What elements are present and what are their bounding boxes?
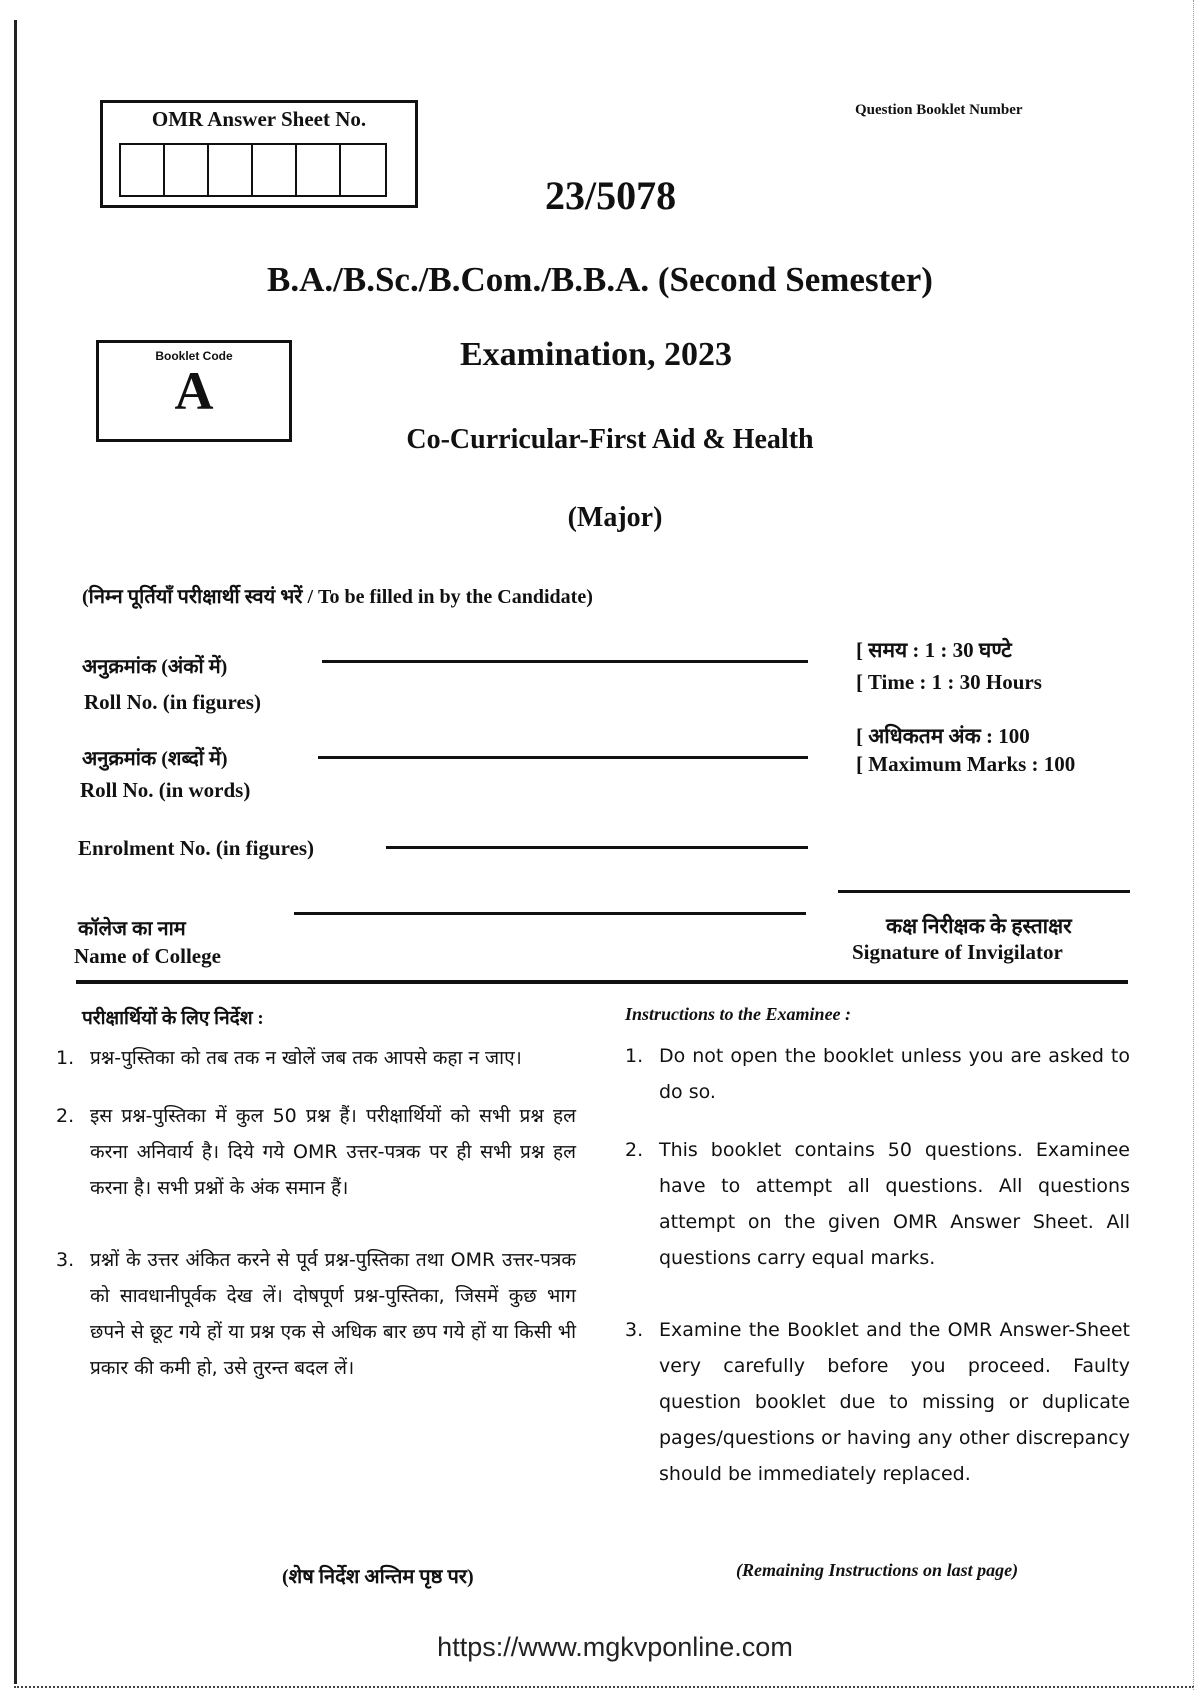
roll-figures-label-en: Roll No. (in figures) [84,690,261,714]
question-booklet-number-label: Question Booklet Number [855,102,1023,118]
instruction-item-en [625,1038,1130,1110]
course-title: B.A./B.Sc./B.Com./B.B.A. (Second Semester) [267,260,933,299]
question-booklet-number: 23/5078 [545,173,677,218]
instruction-number: 1. [625,1045,644,1067]
college-label-en: Name of College [74,944,221,968]
omr-cell [297,145,341,195]
roll-figures-field[interactable] [322,660,808,663]
instruction-number: 3. [56,1249,75,1271]
roll-words-label-en: Roll No. (in words) [80,778,251,802]
omr-cell [341,145,385,195]
max-marks-en: [ Maximum Marks : 100 [856,752,1076,776]
omr-cell [209,145,253,195]
time-en: [ Time : 1 : 30 Hours [856,670,1042,694]
max-marks-hi: [ अधिकतम अंक : 100 [856,724,1030,748]
invigilator-signature-line[interactable] [838,890,1130,893]
booklet-code-label: Booklet Code [155,349,233,363]
instruction-item-hi [56,1242,576,1386]
omr-cell [121,145,165,195]
exam-title: Examination, 2023 [460,336,733,373]
omr-label: OMR Answer Sheet No. [151,107,367,131]
instruction-text: प्रश्नों के उत्तर अंकित करने से पूर्व प्रश्न-पुस्तिका तथा OMR उत्तर-पत्रक को सावधानीपूर्वक देख लें। दोषपूर्ण प्रश्न-पुस्तिका, जिसमें कुछ भाग छपने से छूट गये हों या प्रश्न एक से अधिक बार छप गये हों या किसी भी प्रकार की कमी हो, उसे तुरन्त बदल लें। [90,1249,576,1379]
instruction-text: इस प्रश्न-पुस्तिका में कुल 50 प्रश्न हैं। परीक्षार्थियों को सभी प्रश्न हल करना अनिवार्य है। दिये गये OMR उत्तर-पत्रक पर ही सभी प्रश्न हल करना है। सभी प्रश्नों के अंक समान हैं। [90,1105,576,1199]
college-label-hi: कॉलेज का नाम [78,918,186,940]
instruction-item-hi [56,1098,576,1206]
section-divider [76,980,1128,984]
instruction-text: This booklet contains 50 questions. Examinee have to attempt all questions. All questions attempt on the given OMR Answer Sheet. All questions carry equal marks. [659,1139,1130,1269]
instruction-item-en [625,1132,1130,1276]
instructions-list-hi [56,1040,576,1408]
instruction-number: 2. [625,1139,644,1161]
invigilator-label-en: Signature of Invigilator [852,940,1063,964]
omr-cell [165,145,209,195]
booklet-code: A [174,361,214,421]
time-hi: [ समय : 1 : 30 घण्टे [856,638,1012,662]
omr-cell [253,145,297,195]
roll-words-field[interactable] [318,756,808,759]
college-field[interactable] [294,912,806,915]
instruction-text: प्रश्न-पुस्तिका को तब तक न खोलें जब तक आपसे कहा न जाए। [90,1047,522,1069]
instructions-list-en [625,1038,1130,1514]
paper-type: (Major) [567,502,663,533]
instructions-heading-en: Instructions to the Examinee : [625,1004,852,1024]
scan-edge-right [1193,0,1194,1690]
enrolment-label: Enrolment No. (in figures) [78,836,315,860]
remaining-instructions-hi: (शेष निर्देश अन्तिम पृष्ठ पर) [282,1566,474,1588]
instruction-number: 3. [625,1319,644,1341]
instructions-heading-hi: परीक्षार्थियों के लिए निर्देश : [82,1008,264,1029]
instruction-text: Examine the Booklet and the OMR Answer-Sheet very carefully before you proceed. Faulty question booklet due to missing or duplicate pages/questions or having any other discrepancy should be immediately replaced. [659,1319,1130,1485]
instruction-item-hi [56,1040,576,1076]
invigilator-label-hi: कक्ष निरीक्षक के हस्ताक्षर [886,914,1072,938]
roll-figures-label-hi: अनुक्रमांक (अंकों में) [82,656,228,678]
footer-url[interactable]: https://www.mgkvponline.com [437,1632,793,1662]
fill-in-note: (निम्न पूर्तियाँ परीक्षार्थी स्वयं भरें / To be filled in by the Candidate) [82,586,593,608]
omr-number-cells [119,143,387,197]
roll-words-label-hi: अनुक्रमांक (शब्दों में) [82,748,228,770]
enrolment-field[interactable] [386,846,808,849]
remaining-instructions-en: (Remaining Instructions on last page) [736,1560,1019,1580]
instruction-number: 2. [56,1105,75,1127]
omr-answer-sheet-box [100,100,418,208]
subject-title: Co-Curricular-First Aid & Health [406,424,814,455]
instruction-number: 1. [56,1047,75,1069]
instruction-text: Do not open the booklet unless you are asked to do so. [659,1045,1130,1103]
instruction-item-en [625,1312,1130,1492]
scan-edge-bottom [14,1686,1194,1688]
